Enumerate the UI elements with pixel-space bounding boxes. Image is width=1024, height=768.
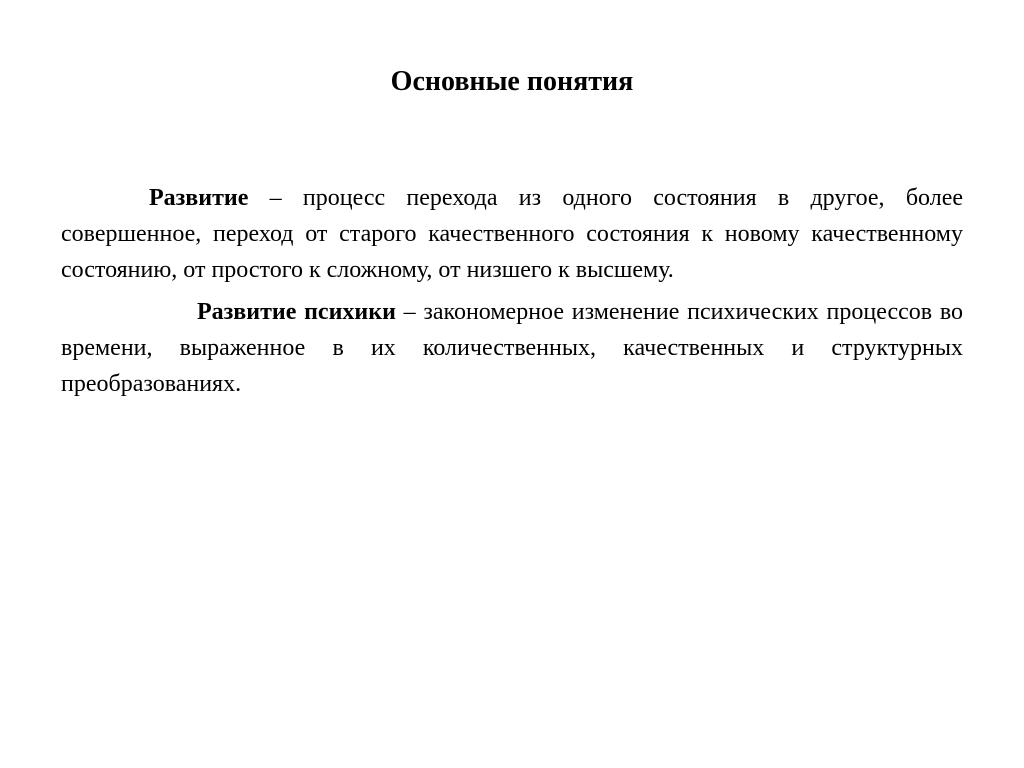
term-development: Развитие <box>149 185 249 211</box>
definition-development <box>61 180 963 288</box>
definition-psyche-development <box>61 294 963 402</box>
term-psyche-development: Развитие психики <box>197 299 396 325</box>
slide-body <box>61 180 963 402</box>
definition-psyche-development-text: – закономерное изменение психических процессов во времени, выраженное в их количественных, качественных и структурных преобразованиях. <box>61 299 964 397</box>
slide-title: Основные понятия <box>390 66 634 97</box>
definition-development-text: – процесс перехода из одного состояния в другое, более совершенное, переход от старого качественного состояния к новому качественному состоянию, от простого к сложному, от низшего к высшему. <box>61 185 963 283</box>
